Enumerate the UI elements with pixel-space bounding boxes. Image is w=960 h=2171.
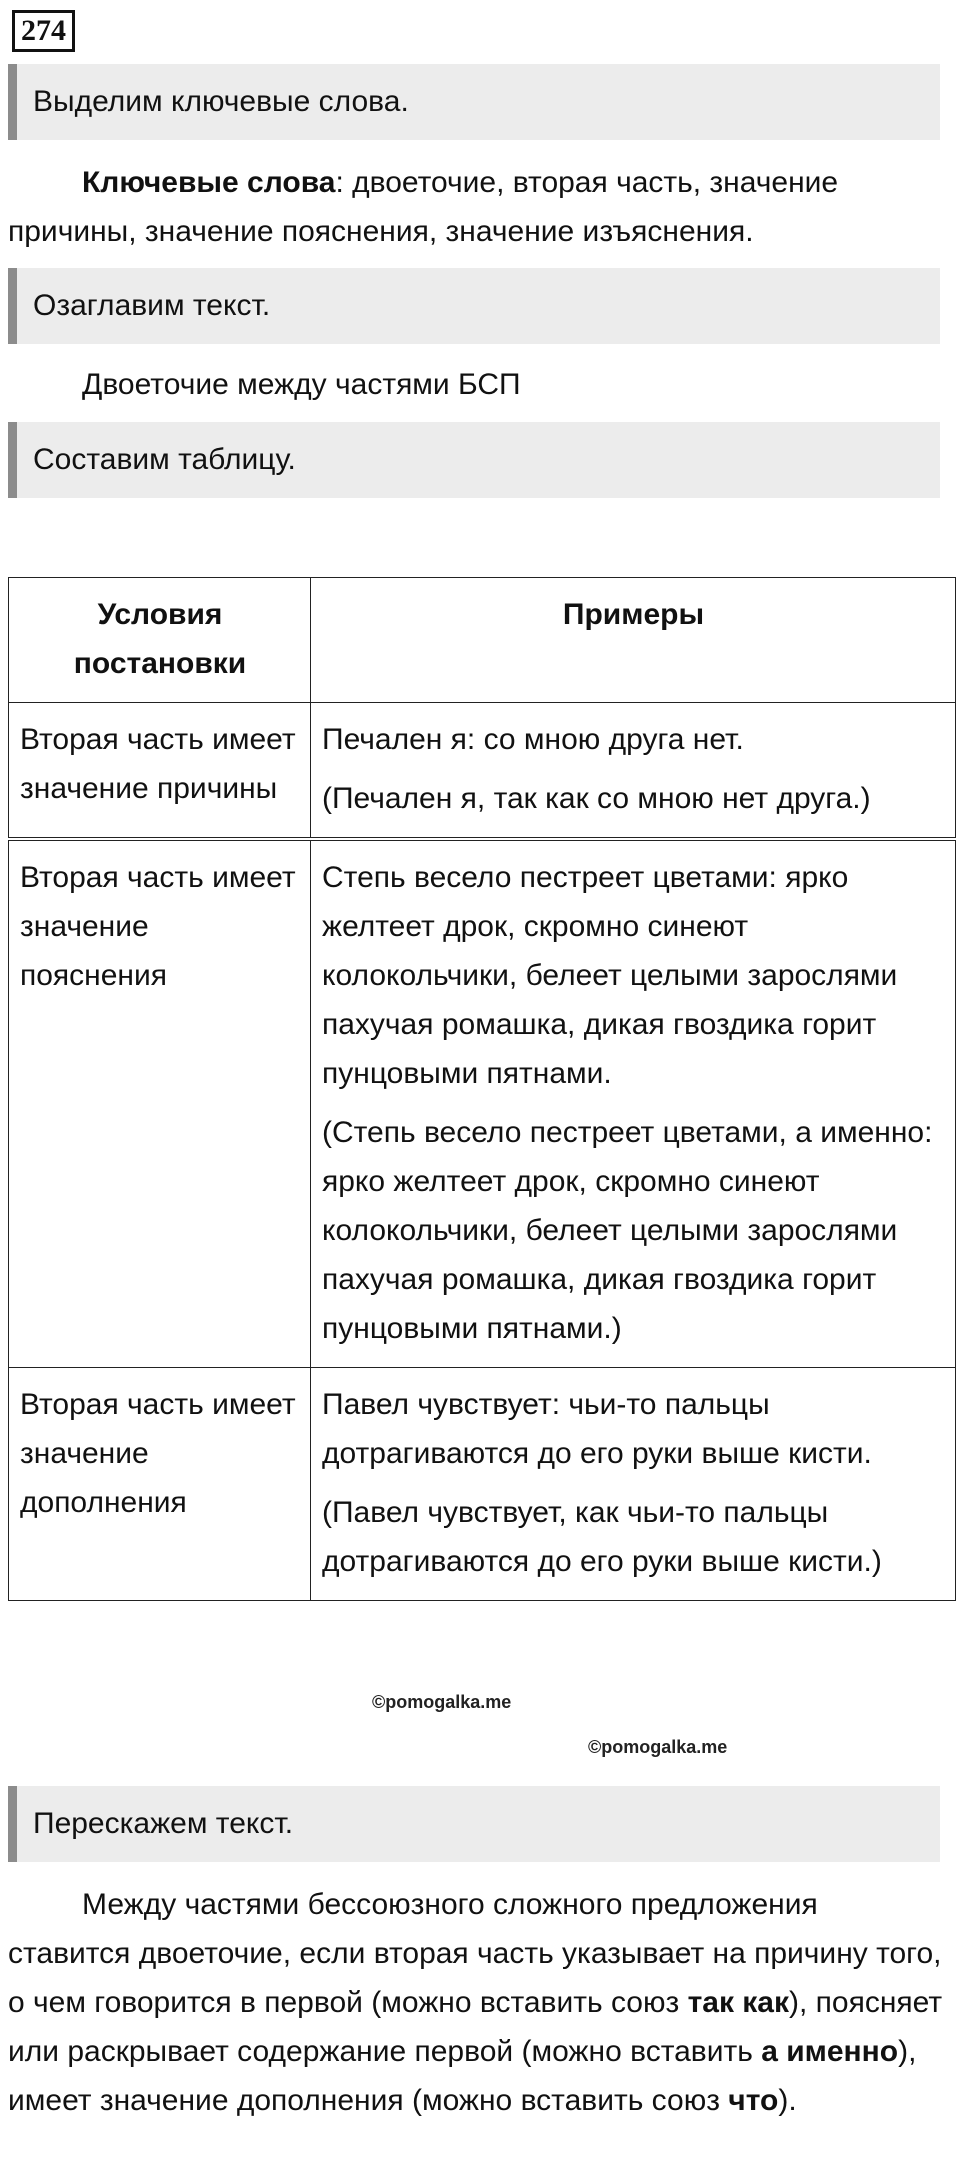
section-heading-retell: Перескажем текст. [8,1786,940,1862]
title-text: Двоеточие между частями БСП [82,368,521,401]
condition-cell: Вторая часть имеет значение причины [9,703,311,840]
table-row [9,703,956,840]
retell-emphasis: что [728,2084,779,2117]
example-cell [311,1368,956,1601]
retell-text: ), поясняет или раскрывает содержание первой (можно вставить [8,1986,943,2068]
watermark: ©pomogalka.me [588,1737,728,1757]
table-row [9,839,956,1368]
example-cell [311,703,956,840]
retell-text: ), имеет значение дополнения (можно вставить союз [8,2035,917,2117]
retell-paragraph [8,1880,948,2125]
section-heading-table: Составим таблицу. [8,422,940,498]
retell-text: ). [778,2084,797,2117]
task-number: 274 [12,10,75,52]
table-header-conditions: Условия постановки [9,578,311,703]
conditions-table [8,577,956,1601]
example-paraphrase: (Степь весело пестреет цветами, а именно: ярко желтеет дрок, скромно синеют колокольчики, белеет целыми зарослями пахучая ромашка, дикая гвоздика горит пунцовыми пятнами.) [322,1116,933,1345]
table-header-examples: Примеры [311,578,956,703]
keywords-paragraph [8,158,948,256]
table-row [9,1368,956,1601]
keywords-label: Ключевые слова [82,166,336,199]
watermark: ©pomogalka.me [372,1692,512,1712]
retell-text: Между частями бессоюзного сложного предложения ставится двоеточие, если вторая часть указывает на причину того, о чем говорится в первой (можно вставить союз [8,1888,942,2019]
section-heading-keywords: Выделим ключевые слова. [8,64,940,140]
example-paraphrase: (Павел чувствует, как чьи-то пальцы дотрагиваются до его руки выше кисти.) [322,1496,882,1578]
example-cell [311,839,956,1368]
example-sentence: Печален я: со мною друга нет. [322,723,744,756]
condition-cell: Вторая часть имеет значение дополнения [9,1368,311,1601]
condition-cell: Вторая часть имеет значение пояснения [9,839,311,1368]
retell-emphasis: а именно [761,2035,899,2068]
example-paraphrase: (Печален я, так как со мною нет друга.) [322,782,871,815]
section-heading-title: Озаглавим текст. [8,268,940,344]
example-sentence: Степь весело пестреет цветами: ярко желтеет дрок, скромно синеют колокольчики, белеет целыми зарослями пахучая ромашка, дикая гвоздика горит пунцовыми пятнами. [322,861,898,1090]
table-header-row [9,578,956,703]
retell-emphasis: так как [687,1986,790,2019]
example-sentence: Павел чувствует: чьи-то пальцы дотрагиваются до его руки выше кисти. [322,1388,872,1470]
title-paragraph [8,360,948,409]
keywords-text: : двоеточие, вторая часть, значение причины, значение пояснения, значение изъяснения. [8,166,839,248]
